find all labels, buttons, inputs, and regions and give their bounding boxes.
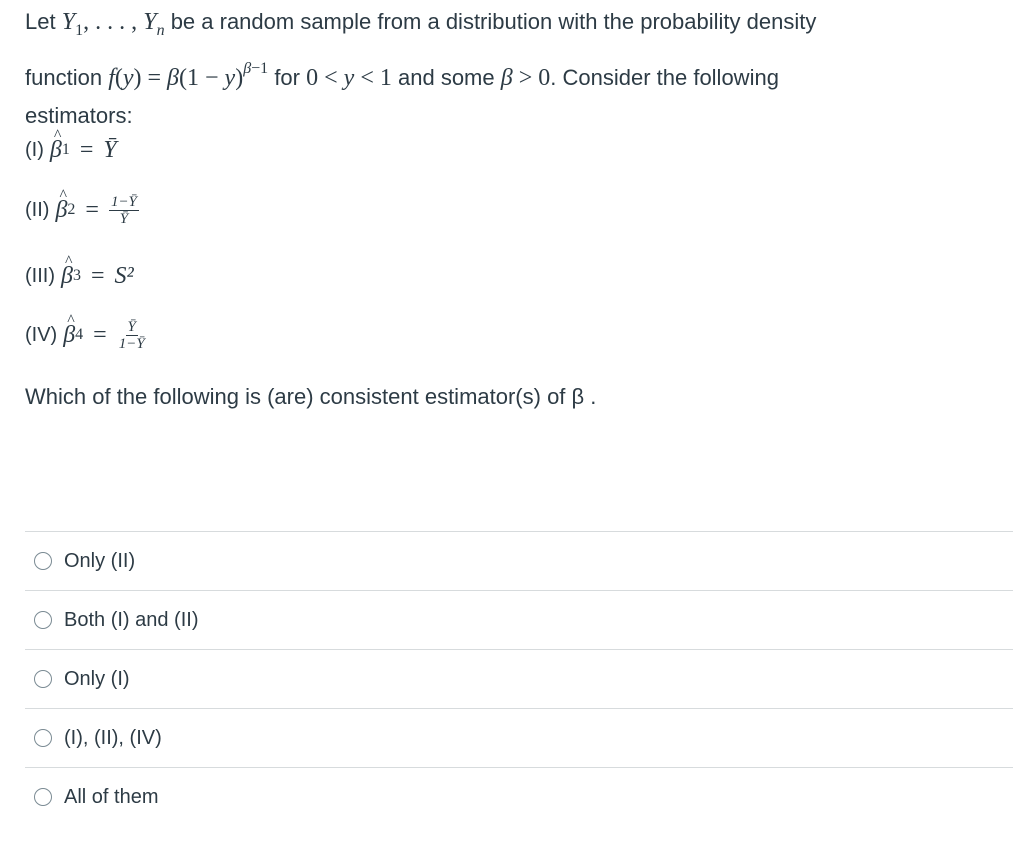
fraction-denominator: Ȳ	[119, 210, 129, 227]
option-label[interactable]: (I), (II), (IV)	[64, 726, 162, 749]
answer-option[interactable]	[25, 649, 1013, 708]
fraction-numerator: Ȳ	[127, 318, 136, 335]
fraction	[117, 319, 147, 352]
estimator-label: (II)	[25, 198, 50, 221]
answer-option[interactable]	[25, 590, 1013, 649]
estimator-index: 3	[72, 267, 81, 284]
radio-button[interactable]	[34, 729, 52, 747]
question-text	[25, 0, 1000, 135]
estimator-index: 4	[75, 326, 84, 343]
option-label[interactable]: All of them	[64, 785, 159, 808]
estimator-index: 2	[67, 201, 76, 218]
estimator-3: (III) ^ β 3 = S²	[25, 256, 134, 296]
option-label[interactable]: Both (I) and (II)	[64, 608, 199, 631]
fraction-numerator: 1−Ȳ	[110, 193, 137, 210]
estimator-rhs: Ȳ	[103, 136, 117, 163]
question-prompt: Which of the following is (are) consistent estimator(s) of β .	[25, 384, 597, 409]
fraction-denominator: 1−Ȳ	[118, 335, 145, 352]
answer-option[interactable]	[25, 531, 1013, 590]
intro-word: Let	[25, 9, 56, 34]
option-label[interactable]: Only (II)	[64, 549, 136, 572]
fraction	[109, 194, 139, 227]
radio-button[interactable]	[34, 788, 52, 806]
estimator-4: (IV) ^ β 4 = $\frac{Ȳ}{1-Ȳ}$	[25, 315, 147, 355]
question-paragraph: Let $Y_1$, . . . , $Y_n$ be a random sample from a distribution with the probability density function $f(y) = \beta(1 - y)^{\beta-1}$ for 0 < y < 1 and some β > 0. Consider the following estimators:	[25, 9, 817, 128]
estimator-label: (I)	[25, 138, 44, 161]
consider-text: . Consider the following	[550, 65, 779, 90]
estimator-label: (III)	[25, 264, 55, 287]
radio-button[interactable]	[34, 670, 52, 688]
estimator-rhs: S²	[114, 262, 134, 289]
and-some-text: and some	[398, 65, 495, 90]
answer-option[interactable]	[25, 708, 1013, 767]
radio-button[interactable]	[34, 611, 52, 629]
for-word: for	[274, 65, 300, 90]
answer-options	[25, 531, 1013, 826]
estimator-2: (II) ^ β 2 = $\frac{1-Ȳ}{Ȳ}$	[25, 190, 139, 230]
function-word: function	[25, 65, 103, 90]
radio-button[interactable]	[34, 552, 52, 570]
estimator-1: (I) ^ β 1 = Ȳ	[25, 130, 117, 170]
answer-option[interactable]	[25, 767, 1013, 826]
estimator-index: 1	[61, 141, 70, 158]
sample-text: be a random sample from a distribution with the probability density	[170, 9, 817, 34]
estimator-label: (IV)	[25, 323, 58, 346]
option-label[interactable]: Only (I)	[64, 667, 130, 690]
estimators-word: estimators:	[25, 103, 133, 128]
